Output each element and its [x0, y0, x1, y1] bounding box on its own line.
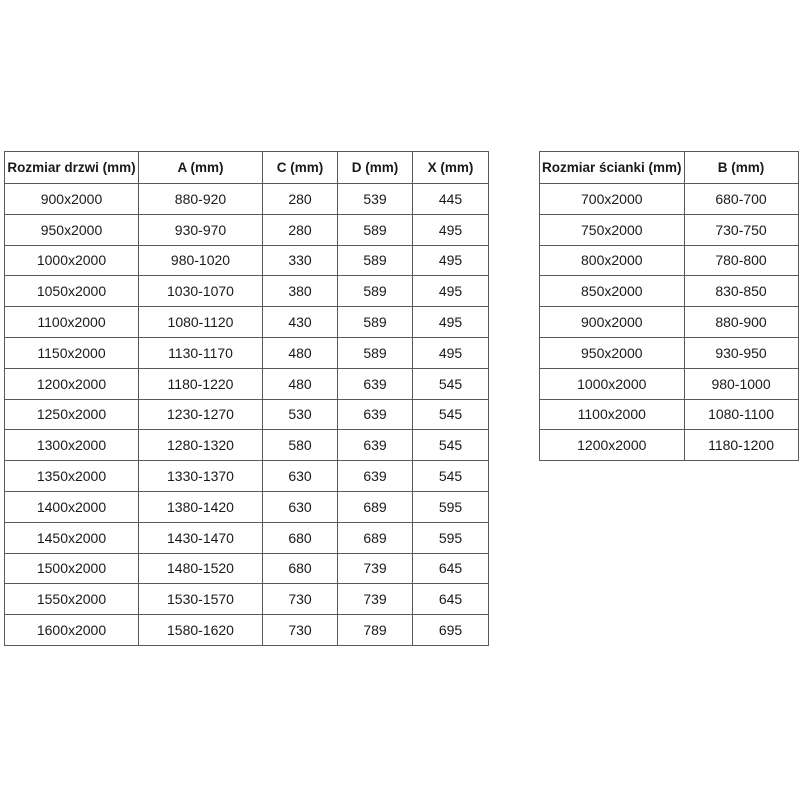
table-cell: 280	[263, 214, 338, 245]
table-cell: 1500x2000	[5, 553, 139, 584]
table-cell: 930-950	[684, 337, 798, 368]
table-cell: 1580-1620	[139, 615, 263, 646]
table-cell: 430	[263, 307, 338, 338]
column-header: Rozmiar ścianki (mm)	[540, 152, 685, 184]
table-cell: 1450x2000	[5, 522, 139, 553]
table-cell: 1030-1070	[139, 276, 263, 307]
table-cell: 1430-1470	[139, 522, 263, 553]
table-cell: 480	[263, 337, 338, 368]
table-cell: 589	[338, 307, 413, 338]
table-cell: 730-750	[684, 214, 798, 245]
table-cell: 645	[413, 584, 489, 615]
table-row	[5, 430, 489, 461]
header-row	[5, 152, 489, 184]
table-row	[5, 214, 489, 245]
table-cell: 700x2000	[540, 184, 685, 215]
table-cell: 330	[263, 245, 338, 276]
column-header: B (mm)	[684, 152, 798, 184]
table-cell: 1350x2000	[5, 461, 139, 492]
table-cell: 630	[263, 491, 338, 522]
table-cell: 900x2000	[540, 307, 685, 338]
table-row	[540, 337, 799, 368]
table-cell: 739	[338, 584, 413, 615]
table-row	[540, 245, 799, 276]
table-cell: 730	[263, 584, 338, 615]
table-cell: 730	[263, 615, 338, 646]
table-cell: 830-850	[684, 276, 798, 307]
table-cell: 530	[263, 399, 338, 430]
column-header: A (mm)	[139, 152, 263, 184]
table-cell: 695	[413, 615, 489, 646]
table-cell: 545	[413, 461, 489, 492]
table-cell: 1230-1270	[139, 399, 263, 430]
table-row	[5, 491, 489, 522]
table-cell: 495	[413, 245, 489, 276]
table-cell: 689	[338, 522, 413, 553]
table-cell: 750x2000	[540, 214, 685, 245]
header-row	[540, 152, 799, 184]
table-row	[540, 430, 799, 461]
table-cell: 689	[338, 491, 413, 522]
table-cell: 1400x2000	[5, 491, 139, 522]
table-cell: 545	[413, 368, 489, 399]
table-cell: 645	[413, 553, 489, 584]
table-cell: 1200x2000	[5, 368, 139, 399]
table-cell: 380	[263, 276, 338, 307]
table-cell: 539	[338, 184, 413, 215]
table-cell: 1050x2000	[5, 276, 139, 307]
table-cell: 545	[413, 430, 489, 461]
table-cell: 850x2000	[540, 276, 685, 307]
table-row	[5, 522, 489, 553]
table-cell: 1100x2000	[540, 399, 685, 430]
table-cell: 980-1000	[684, 368, 798, 399]
table-cell: 495	[413, 276, 489, 307]
table-cell: 589	[338, 337, 413, 368]
table-cell: 589	[338, 276, 413, 307]
table-cell: 950x2000	[5, 214, 139, 245]
table-cell: 595	[413, 491, 489, 522]
table-cell: 1080-1120	[139, 307, 263, 338]
table-cell: 800x2000	[540, 245, 685, 276]
column-header: X (mm)	[413, 152, 489, 184]
column-header: C (mm)	[263, 152, 338, 184]
table-cell: 480	[263, 368, 338, 399]
table-cell: 1000x2000	[540, 368, 685, 399]
table-cell: 1300x2000	[5, 430, 139, 461]
table-cell: 580	[263, 430, 338, 461]
table-row	[5, 276, 489, 307]
table-row	[540, 399, 799, 430]
column-header: Rozmiar drzwi (mm)	[5, 152, 139, 184]
table-row	[5, 399, 489, 430]
table-cell: 900x2000	[5, 184, 139, 215]
table-row	[540, 184, 799, 215]
table-row	[540, 307, 799, 338]
table-cell: 1180-1200	[684, 430, 798, 461]
table-row	[5, 245, 489, 276]
table-cell: 639	[338, 399, 413, 430]
table-cell: 1080-1100	[684, 399, 798, 430]
table-cell: 1130-1170	[139, 337, 263, 368]
table-cell: 589	[338, 245, 413, 276]
table-cell: 1000x2000	[5, 245, 139, 276]
table-cell: 1200x2000	[540, 430, 685, 461]
table-cell: 495	[413, 214, 489, 245]
table-cell: 1150x2000	[5, 337, 139, 368]
table-cell: 595	[413, 522, 489, 553]
table-cell: 639	[338, 368, 413, 399]
table-cell: 1530-1570	[139, 584, 263, 615]
table-cell: 680	[263, 553, 338, 584]
table-row	[5, 461, 489, 492]
table-row	[540, 368, 799, 399]
table-cell: 495	[413, 337, 489, 368]
table-cell: 1380-1420	[139, 491, 263, 522]
table-cell: 680	[263, 522, 338, 553]
table-cell: 880-900	[684, 307, 798, 338]
table-cell: 950x2000	[540, 337, 685, 368]
table-row	[5, 584, 489, 615]
table-row	[5, 368, 489, 399]
table-cell: 739	[338, 553, 413, 584]
column-header: D (mm)	[338, 152, 413, 184]
table-cell: 630	[263, 461, 338, 492]
table-row	[5, 184, 489, 215]
table-cell: 1180-1220	[139, 368, 263, 399]
table-cell: 930-970	[139, 214, 263, 245]
table-row	[5, 553, 489, 584]
table-cell: 639	[338, 461, 413, 492]
table-cell: 1250x2000	[5, 399, 139, 430]
table-row	[540, 214, 799, 245]
table-cell: 789	[338, 615, 413, 646]
table-cell: 545	[413, 399, 489, 430]
table-cell: 680-700	[684, 184, 798, 215]
table-cell: 1480-1520	[139, 553, 263, 584]
door-sizes-table	[4, 151, 489, 646]
table-cell: 1550x2000	[5, 584, 139, 615]
table-row	[5, 615, 489, 646]
table-cell: 445	[413, 184, 489, 215]
table-cell: 280	[263, 184, 338, 215]
table-cell: 1280-1320	[139, 430, 263, 461]
table-cell: 639	[338, 430, 413, 461]
table-cell: 1100x2000	[5, 307, 139, 338]
table-cell: 495	[413, 307, 489, 338]
table-cell: 1600x2000	[5, 615, 139, 646]
table-cell: 589	[338, 214, 413, 245]
table-cell: 780-800	[684, 245, 798, 276]
table-row	[5, 307, 489, 338]
wall-panel-sizes-table	[539, 151, 799, 461]
table-row	[540, 276, 799, 307]
table-cell: 980-1020	[139, 245, 263, 276]
table-row	[5, 337, 489, 368]
table-cell: 880-920	[139, 184, 263, 215]
table-cell: 1330-1370	[139, 461, 263, 492]
